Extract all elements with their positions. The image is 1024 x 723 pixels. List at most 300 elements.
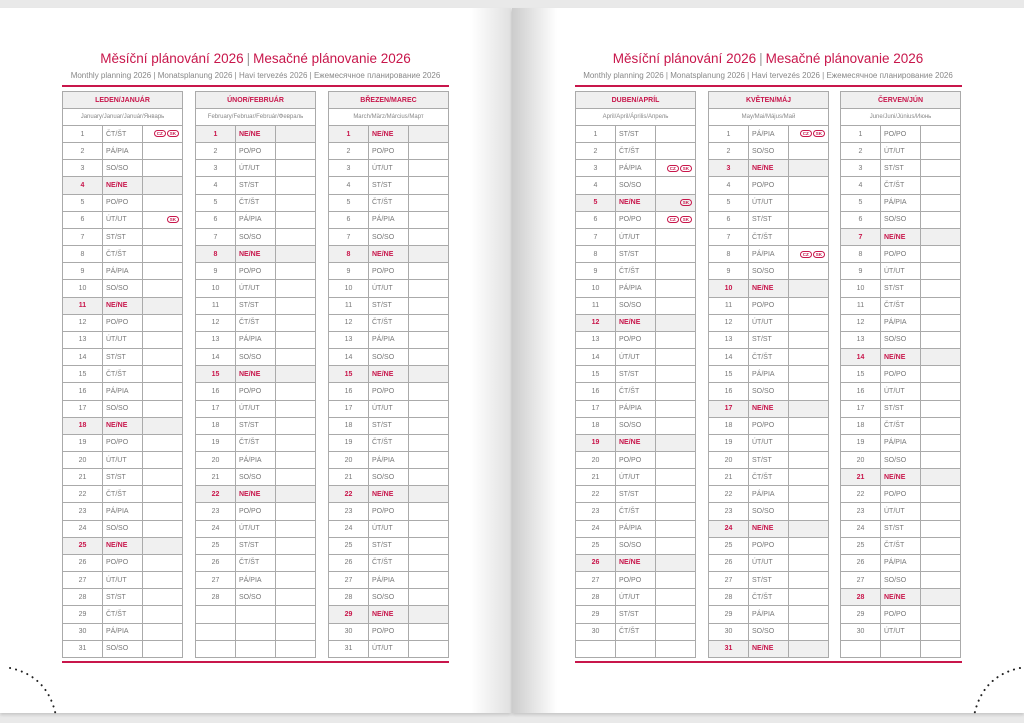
day-number: 30	[576, 623, 616, 640]
notes-cell[interactable]	[276, 434, 316, 451]
notes-cell[interactable]	[276, 520, 316, 537]
day-row	[576, 434, 696, 451]
notes-cell[interactable]	[276, 280, 316, 297]
notes-cell[interactable]	[276, 537, 316, 554]
notes-cell[interactable]	[276, 400, 316, 417]
notes-cell[interactable]	[276, 383, 316, 400]
day-row	[63, 297, 183, 314]
notes-cell[interactable]	[656, 246, 696, 263]
notes-cell[interactable]	[409, 366, 449, 383]
notes-cell[interactable]	[921, 211, 961, 228]
notes-cell[interactable]	[276, 263, 316, 280]
notes-cell[interactable]	[789, 349, 829, 366]
day-number: 3	[709, 160, 749, 177]
notes-cell[interactable]	[276, 143, 316, 160]
notes-cell[interactable]	[409, 572, 449, 589]
weekday-label: SO/SO	[616, 177, 656, 194]
notes-cell[interactable]	[789, 623, 829, 640]
notes-cell[interactable]	[921, 246, 961, 263]
notes-cell[interactable]	[143, 400, 183, 417]
notes-cell[interactable]	[276, 314, 316, 331]
notes-cell[interactable]	[276, 503, 316, 520]
notes-cell[interactable]	[789, 246, 829, 263]
notes-cell[interactable]	[656, 400, 696, 417]
notes-cell[interactable]	[143, 280, 183, 297]
notes-cell[interactable]	[143, 246, 183, 263]
notes-cell[interactable]	[656, 314, 696, 331]
notes-cell[interactable]	[921, 177, 961, 194]
notes-cell[interactable]	[409, 383, 449, 400]
day-number: 20	[196, 451, 236, 468]
notes-cell[interactable]	[276, 211, 316, 228]
notes-cell[interactable]	[921, 417, 961, 434]
notes-cell[interactable]	[656, 537, 696, 554]
day-row	[196, 554, 316, 571]
gutter-shadow	[512, 8, 557, 713]
notes-cell[interactable]	[789, 606, 829, 623]
notes-cell[interactable]	[409, 520, 449, 537]
notes-cell[interactable]	[409, 486, 449, 503]
notes-cell[interactable]	[143, 486, 183, 503]
day-row	[576, 400, 696, 417]
day-number: 4	[196, 177, 236, 194]
day-row	[576, 331, 696, 348]
notes-cell[interactable]	[143, 434, 183, 451]
notes-cell[interactable]	[143, 469, 183, 486]
notes-cell[interactable]	[409, 228, 449, 245]
notes-cell[interactable]	[656, 623, 696, 640]
notes-cell[interactable]	[143, 606, 183, 623]
notes-cell[interactable]	[143, 417, 183, 434]
day-row	[196, 537, 316, 554]
weekday-label: SO/SO	[881, 211, 921, 228]
day-number: 1	[709, 126, 749, 143]
notes-cell[interactable]	[921, 400, 961, 417]
weekday-label: SO/SO	[236, 228, 276, 245]
notes-cell[interactable]	[409, 263, 449, 280]
day-row	[329, 589, 449, 606]
weekday-label: ST/ST	[881, 280, 921, 297]
notes-cell[interactable]	[789, 314, 829, 331]
notes-cell[interactable]	[789, 228, 829, 245]
notes-cell[interactable]	[143, 194, 183, 211]
weekday-label: PO/PO	[881, 246, 921, 263]
day-number: 18	[576, 417, 616, 434]
notes-cell[interactable]	[789, 297, 829, 314]
day-number: 5	[576, 194, 616, 211]
notes-cell[interactable]	[789, 194, 829, 211]
notes-cell[interactable]	[789, 572, 829, 589]
notes-cell[interactable]	[276, 572, 316, 589]
notes-cell[interactable]	[656, 383, 696, 400]
day-row	[841, 520, 961, 537]
day-row	[841, 349, 961, 366]
notes-cell[interactable]	[143, 331, 183, 348]
day-row	[576, 451, 696, 468]
notes-cell[interactable]	[789, 211, 829, 228]
day-row	[63, 263, 183, 280]
notes-cell[interactable]	[656, 606, 696, 623]
day-number: 6	[196, 211, 236, 228]
day-number: 15	[709, 366, 749, 383]
weekday-label: ÚT/UT	[616, 349, 656, 366]
day-row	[841, 211, 961, 228]
notes-cell[interactable]	[789, 589, 829, 606]
notes-cell[interactable]	[789, 537, 829, 554]
day-number: 10	[329, 280, 369, 297]
notes-cell[interactable]	[409, 434, 449, 451]
notes-cell[interactable]	[276, 469, 316, 486]
notes-cell[interactable]	[409, 194, 449, 211]
notes-cell[interactable]	[656, 160, 696, 177]
notes-cell[interactable]	[656, 177, 696, 194]
day-row	[329, 554, 449, 571]
notes-cell[interactable]	[921, 280, 961, 297]
day-row	[196, 400, 316, 417]
day-number: 18	[841, 417, 881, 434]
notes-cell[interactable]	[921, 589, 961, 606]
notes-cell[interactable]	[409, 177, 449, 194]
day-row	[196, 349, 316, 366]
weekday-label: PÁ/PIA	[103, 503, 143, 520]
day-number: 1	[196, 126, 236, 143]
notes-cell[interactable]	[276, 160, 316, 177]
notes-cell[interactable]	[143, 451, 183, 468]
weekday-label: PO/PO	[236, 143, 276, 160]
weekday-label: PÁ/PIA	[616, 280, 656, 297]
notes-cell[interactable]	[656, 143, 696, 160]
day-number: 19	[63, 434, 103, 451]
notes-cell[interactable]	[143, 554, 183, 571]
day-number: 5	[709, 194, 749, 211]
notes-cell[interactable]	[143, 572, 183, 589]
day-row	[196, 280, 316, 297]
notes-cell[interactable]	[143, 263, 183, 280]
notes-cell[interactable]	[921, 486, 961, 503]
notes-cell[interactable]	[656, 331, 696, 348]
notes-cell[interactable]	[409, 503, 449, 520]
notes-cell[interactable]	[143, 211, 183, 228]
notes-cell[interactable]	[921, 314, 961, 331]
notes-cell[interactable]	[143, 640, 183, 657]
notes-cell[interactable]	[409, 160, 449, 177]
notes-cell[interactable]	[921, 263, 961, 280]
notes-cell[interactable]	[789, 434, 829, 451]
notes-cell[interactable]	[409, 126, 449, 143]
notes-cell[interactable]	[276, 246, 316, 263]
day-number: 2	[709, 143, 749, 160]
weekday-label: PO/PO	[103, 314, 143, 331]
day-row	[576, 211, 696, 228]
weekday-label: ST/ST	[749, 331, 789, 348]
notes-cell[interactable]	[656, 126, 696, 143]
weekday-label: NE/NE	[103, 417, 143, 434]
notes-cell[interactable]	[789, 366, 829, 383]
weekday-label: ÚT/UT	[369, 160, 409, 177]
day-row	[196, 246, 316, 263]
notes-cell[interactable]	[921, 160, 961, 177]
notes-cell[interactable]	[409, 400, 449, 417]
notes-cell[interactable]	[409, 331, 449, 348]
notes-cell[interactable]	[409, 589, 449, 606]
day-number: 15	[63, 366, 103, 383]
weekday-label: ST/ST	[236, 417, 276, 434]
notes-cell[interactable]	[143, 520, 183, 537]
notes-cell[interactable]	[656, 194, 696, 211]
day-number: 8	[576, 246, 616, 263]
notes-cell[interactable]	[656, 486, 696, 503]
notes-cell[interactable]	[789, 417, 829, 434]
notes-cell[interactable]	[789, 160, 829, 177]
day-row	[329, 417, 449, 434]
notes-cell[interactable]	[143, 143, 183, 160]
day-number: 25	[709, 537, 749, 554]
notes-cell[interactable]	[921, 297, 961, 314]
notes-cell[interactable]	[921, 606, 961, 623]
day-number: 23	[709, 503, 749, 520]
dotted-corner-mark	[8, 658, 68, 718]
weekday-label: NE/NE	[616, 194, 656, 211]
notes-cell[interactable]	[656, 589, 696, 606]
day-number: 10	[841, 280, 881, 297]
notes-cell[interactable]	[656, 554, 696, 571]
notes-cell[interactable]	[276, 349, 316, 366]
weekday-label: ST/ST	[616, 486, 656, 503]
notes-cell[interactable]	[656, 228, 696, 245]
notes-cell[interactable]	[276, 194, 316, 211]
notes-cell[interactable]	[789, 331, 829, 348]
day-row	[63, 469, 183, 486]
notes-cell[interactable]	[276, 126, 316, 143]
notes-cell[interactable]	[143, 383, 183, 400]
notes-cell[interactable]	[921, 126, 961, 143]
notes-cell[interactable]	[276, 486, 316, 503]
notes-cell[interactable]	[409, 537, 449, 554]
notes-cell[interactable]	[656, 520, 696, 537]
day-row	[841, 486, 961, 503]
notes-cell[interactable]	[921, 503, 961, 520]
notes-cell[interactable]	[143, 623, 183, 640]
notes-cell[interactable]	[789, 177, 829, 194]
notes-cell[interactable]	[921, 366, 961, 383]
notes-cell[interactable]	[656, 469, 696, 486]
day-row	[329, 143, 449, 160]
day-row	[329, 160, 449, 177]
notes-cell[interactable]	[789, 451, 829, 468]
notes-cell[interactable]	[276, 177, 316, 194]
weekday-label: ČT/ŠT	[616, 143, 656, 160]
notes-cell[interactable]	[409, 349, 449, 366]
day-row	[841, 177, 961, 194]
notes-cell[interactable]	[143, 314, 183, 331]
weekday-label: ČT/ŠT	[881, 417, 921, 434]
day-row	[576, 572, 696, 589]
notes-cell[interactable]	[276, 554, 316, 571]
day-number: 5	[196, 194, 236, 211]
notes-cell[interactable]	[409, 280, 449, 297]
notes-cell[interactable]	[409, 606, 449, 623]
notes-cell[interactable]	[276, 366, 316, 383]
day-row	[841, 503, 961, 520]
notes-cell[interactable]	[409, 297, 449, 314]
notes-cell[interactable]	[921, 554, 961, 571]
day-row	[63, 589, 183, 606]
notes-cell[interactable]	[409, 211, 449, 228]
notes-cell[interactable]	[656, 349, 696, 366]
day-row	[841, 451, 961, 468]
notes-cell[interactable]	[143, 366, 183, 383]
day-number: 27	[196, 572, 236, 589]
day-number: 24	[709, 520, 749, 537]
notes-cell[interactable]	[921, 194, 961, 211]
weekday-label: PÁ/PIA	[369, 451, 409, 468]
day-number: 8	[63, 246, 103, 263]
notes-cell[interactable]	[143, 297, 183, 314]
weekday-label: PÁ/PIA	[749, 606, 789, 623]
weekday-label: NE/NE	[369, 126, 409, 143]
notes-cell[interactable]	[921, 520, 961, 537]
notes-cell[interactable]	[921, 469, 961, 486]
notes-cell[interactable]	[656, 572, 696, 589]
notes-cell[interactable]	[656, 366, 696, 383]
notes-cell[interactable]	[921, 349, 961, 366]
notes-cell[interactable]	[789, 400, 829, 417]
day-row	[709, 469, 829, 486]
day-row	[63, 417, 183, 434]
notes-cell[interactable]	[143, 589, 183, 606]
weekday-label: ST/ST	[616, 366, 656, 383]
notes-cell[interactable]	[409, 451, 449, 468]
day-number: 22	[576, 486, 616, 503]
weekday-label: PÁ/PIA	[369, 211, 409, 228]
day-row	[329, 211, 449, 228]
notes-cell[interactable]	[409, 623, 449, 640]
notes-cell[interactable]	[921, 434, 961, 451]
notes-cell[interactable]	[143, 126, 183, 143]
notes-cell[interactable]	[409, 143, 449, 160]
weekday-label: PÁ/PIA	[881, 194, 921, 211]
day-number: 26	[576, 554, 616, 571]
notes-cell[interactable]	[143, 537, 183, 554]
day-row	[63, 640, 183, 657]
notes-cell[interactable]	[409, 246, 449, 263]
day-row	[63, 486, 183, 503]
day-row	[329, 520, 449, 537]
weekday-label: ČT/ŠT	[236, 554, 276, 571]
notes-cell[interactable]	[789, 503, 829, 520]
notes-cell[interactable]	[921, 623, 961, 640]
notes-cell[interactable]	[789, 486, 829, 503]
notes-cell[interactable]	[656, 280, 696, 297]
notes-cell[interactable]	[789, 263, 829, 280]
notes-cell[interactable]	[789, 520, 829, 537]
weekday-label: ST/ST	[616, 246, 656, 263]
notes-cell[interactable]	[276, 297, 316, 314]
left-page	[0, 8, 511, 713]
day-row	[196, 486, 316, 503]
day-row	[709, 314, 829, 331]
notes-cell[interactable]	[921, 228, 961, 245]
notes-cell[interactable]	[409, 417, 449, 434]
weekday-label: PÁ/PIA	[236, 451, 276, 468]
notes-cell[interactable]	[789, 383, 829, 400]
notes-cell[interactable]	[921, 383, 961, 400]
day-row	[63, 383, 183, 400]
notes-cell[interactable]	[143, 349, 183, 366]
notes-cell[interactable]	[921, 331, 961, 348]
notes-cell[interactable]	[656, 434, 696, 451]
weekday-label: ST/ST	[616, 606, 656, 623]
weekday-label: ST/ST	[369, 177, 409, 194]
day-row	[329, 194, 449, 211]
day-number: 18	[196, 417, 236, 434]
day-row	[709, 280, 829, 297]
notes-cell[interactable]	[276, 451, 316, 468]
notes-cell[interactable]	[921, 451, 961, 468]
notes-cell[interactable]	[276, 417, 316, 434]
notes-cell[interactable]	[921, 537, 961, 554]
day-row	[841, 314, 961, 331]
notes-cell[interactable]	[789, 554, 829, 571]
day-row	[329, 537, 449, 554]
day-number: 5	[63, 194, 103, 211]
day-row	[196, 160, 316, 177]
notes-cell[interactable]	[143, 177, 183, 194]
notes-cell[interactable]	[789, 143, 829, 160]
weekday-label: SO/SO	[369, 589, 409, 606]
holiday-badge-cz: CZ	[667, 216, 679, 223]
notes-cell[interactable]	[789, 126, 829, 143]
notes-cell[interactable]	[276, 228, 316, 245]
notes-cell[interactable]	[656, 211, 696, 228]
weekday-label: ST/ST	[881, 400, 921, 417]
notes-cell[interactable]	[143, 160, 183, 177]
notes-cell[interactable]	[656, 263, 696, 280]
day-row	[196, 177, 316, 194]
weekday-label: PÁ/PIA	[103, 143, 143, 160]
day-row	[576, 297, 696, 314]
notes-cell[interactable]	[789, 469, 829, 486]
notes-cell[interactable]	[409, 314, 449, 331]
day-number: 12	[576, 314, 616, 331]
notes-cell[interactable]	[921, 143, 961, 160]
notes-cell[interactable]	[656, 503, 696, 520]
notes-cell[interactable]	[656, 297, 696, 314]
notes-cell[interactable]	[143, 228, 183, 245]
notes-cell[interactable]	[921, 572, 961, 589]
notes-cell[interactable]	[789, 640, 829, 657]
day-number: 26	[196, 554, 236, 571]
notes-cell[interactable]	[409, 554, 449, 571]
notes-cell[interactable]	[409, 469, 449, 486]
weekday-label: PO/PO	[369, 503, 409, 520]
day-number: 3	[63, 160, 103, 177]
notes-cell[interactable]	[143, 503, 183, 520]
notes-cell[interactable]	[276, 589, 316, 606]
day-number: 24	[63, 520, 103, 537]
weekday-label: NE/NE	[881, 349, 921, 366]
weekday-label: SO/SO	[369, 349, 409, 366]
weekday-label: ČT/ŠT	[616, 623, 656, 640]
day-number: 23	[63, 503, 103, 520]
notes-cell[interactable]	[656, 451, 696, 468]
notes-cell[interactable]	[409, 640, 449, 657]
notes-cell[interactable]	[656, 417, 696, 434]
day-row	[709, 572, 829, 589]
weekday-label: ČT/ŠT	[749, 349, 789, 366]
notes-cell[interactable]	[789, 280, 829, 297]
notes-cell[interactable]	[276, 331, 316, 348]
